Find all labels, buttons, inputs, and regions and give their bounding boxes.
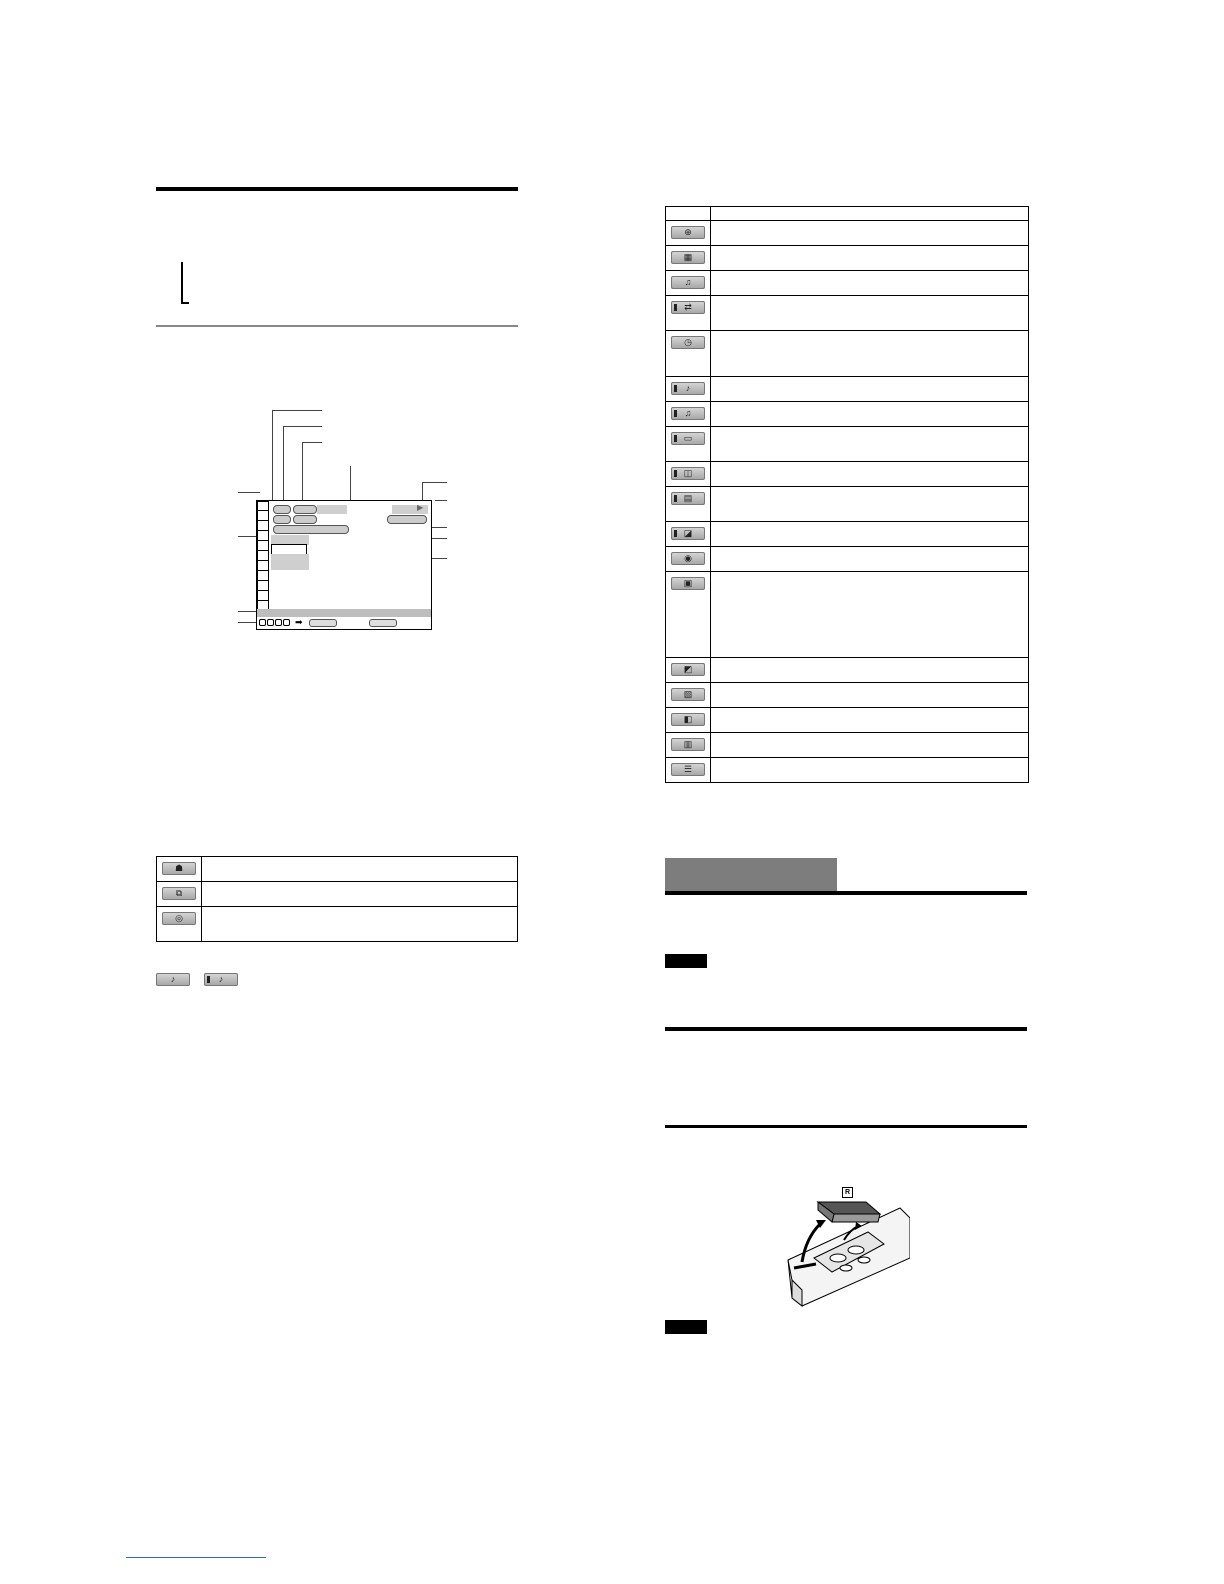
remote-control-icon [780, 1180, 910, 1308]
section-rule-2 [665, 1027, 1027, 1031]
dvd-disc-icon: ⇄ [671, 301, 705, 314]
osd-item-6 [387, 515, 427, 524]
play-icon: ▶ [417, 503, 424, 512]
control-menu-icon-table [665, 206, 1029, 783]
section-rule-3 [665, 1125, 1027, 1128]
table-row [666, 271, 1029, 296]
repeat-icon: ◎ [162, 912, 196, 925]
osd-control-menu-diagram [256, 500, 432, 630]
osd-item-4 [273, 515, 291, 524]
table-row [666, 733, 1029, 758]
surround-icon: ◉ [671, 552, 705, 565]
table-header-row [666, 207, 1029, 221]
shuffle-icon: ⧉ [162, 887, 196, 900]
music-note-icon: ♫ [671, 276, 705, 289]
section-rule-1 [665, 891, 1027, 895]
subtitle-icon: ▭ [671, 432, 705, 445]
table-row [666, 427, 1029, 462]
top-heading-rule [156, 187, 518, 191]
play-mode-icon-table [156, 856, 518, 942]
osd-softkey-2 [369, 619, 397, 627]
table-row [157, 857, 518, 882]
right-arrow-icon: ➡ [295, 617, 303, 627]
picture-icon: ◪ [671, 527, 705, 540]
section-divider [156, 325, 518, 327]
osd-nav-keys [259, 619, 290, 627]
footer-link-underline [126, 1557, 266, 1558]
speaker-icon: ◧ [671, 713, 705, 726]
title-chapter-icon: ⊕ [671, 226, 705, 239]
list-icon: ☰ [671, 763, 705, 776]
table-row [666, 658, 1029, 683]
section-bracket-mark [181, 262, 189, 304]
toolbox-icon: ▣ [671, 577, 705, 590]
osd-selected-setting [273, 525, 349, 534]
osd-item-1 [273, 505, 291, 514]
table-row [666, 758, 1029, 783]
program-icon: ☗ [162, 862, 196, 875]
table-row [157, 907, 518, 942]
osd-item-3 [317, 505, 347, 514]
table-row [666, 708, 1029, 733]
osd-icon-column [257, 501, 269, 609]
on-setting-icon: ♪ [204, 973, 238, 986]
screen-icon: ▧ [671, 688, 705, 701]
notes-badge-2 [665, 1320, 707, 1334]
notes-badge [665, 954, 707, 968]
table-row [157, 882, 518, 907]
osd-status-bar [257, 609, 431, 617]
table-row [666, 402, 1029, 427]
table-row [666, 296, 1029, 331]
table-row [666, 572, 1029, 658]
table-row [666, 221, 1029, 246]
remote-battery-illustration [780, 1180, 910, 1308]
table-row [666, 683, 1029, 708]
remote-label: R [842, 1187, 853, 1198]
table-row [666, 462, 1029, 487]
osd-option-list [271, 554, 309, 570]
table-row [666, 487, 1029, 522]
audio-2-icon: ♫ [671, 407, 705, 420]
audio-icon: ♪ [671, 382, 705, 395]
table-row [666, 377, 1029, 402]
display-icon: ◩ [671, 663, 705, 676]
osd-item-5 [293, 515, 317, 524]
clapper-icon: ▦ [671, 251, 705, 264]
osd-softkey-1 [309, 619, 337, 627]
table-row [666, 246, 1029, 271]
angle-icon: ◫ [671, 467, 705, 480]
language-icon: ▤ [671, 492, 705, 505]
table-row [666, 522, 1029, 547]
osd-item-2 [293, 505, 317, 514]
section-tab [665, 858, 837, 892]
table-row [666, 331, 1029, 377]
slideshow-icon: ▥ [671, 738, 705, 751]
off-setting-icon: ♪ [156, 973, 190, 986]
clock-icon: ◷ [671, 336, 705, 349]
table-row [666, 547, 1029, 572]
